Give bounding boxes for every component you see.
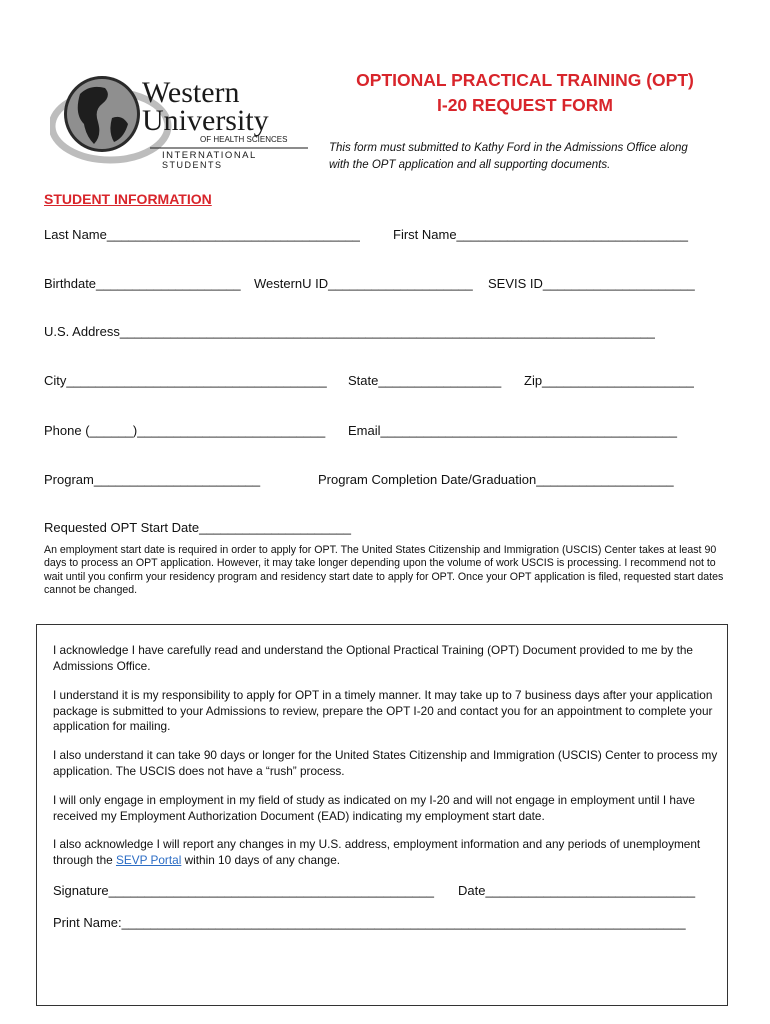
last-name-field[interactable]: Last Name___________________________________	[44, 227, 360, 242]
email-field[interactable]: Email_________________________________________	[348, 423, 677, 438]
paragraph-5-text-before: I also acknowledge I will report any changes in my U.S. address, employment information and any periods of unemployment through the	[53, 837, 701, 867]
westernu-id-field[interactable]: WesternU ID____________________	[254, 276, 473, 291]
logo-text-health-sciences: OF HEALTH SCIENCES	[200, 135, 288, 144]
us-address-field[interactable]: U.S. Address__________________________________________________________________________	[44, 324, 655, 339]
logo-text-university: University	[142, 104, 269, 137]
intro-text-line1: This form must submitted to Kathy Ford in the Admissions Office along	[329, 142, 688, 154]
acknowledgement-paragraph-2: I understand it is my responsibility to apply for OPT in a timely manner. It may take up to 7 business days after your application package is submitted to your Admissions to review, prepare the OPT I-20 and contact you for an appointment to complete your application for mailing.	[53, 688, 713, 733]
acknowledgement-paragraph-3: I also understand it can take 90 days or longer for the United States Citizenship and Immigration (USCIS) Center to process my application. The USCIS does not have a “rush” process.	[53, 748, 718, 778]
print-name-field[interactable]: Print Name:______________________________________________________________________________	[53, 915, 686, 930]
acknowledgement-paragraph-5	[53, 837, 721, 868]
program-completion-date-field[interactable]: Program Completion Date/Graduation___________________	[318, 472, 674, 487]
acknowledgement-box	[36, 624, 728, 1006]
intro-text-line2: with the OPT application and all supporting documents.	[329, 159, 611, 171]
logo-text-students: STUDENTS	[162, 160, 223, 170]
logo-text-international: INTERNATIONAL	[162, 150, 257, 161]
city-field[interactable]: City____________________________________	[44, 373, 327, 388]
sevis-id-field[interactable]: SEVIS ID_____________________	[488, 276, 695, 291]
birthdate-field[interactable]: Birthdate____________________	[44, 276, 241, 291]
acknowledgement-paragraph-4: I will only engage in employment in my field of study as indicated on my I-20 and will not engage in employment until I have received my Employment Authorization Document (EAD) indicating my employment start date.	[53, 793, 695, 823]
state-field[interactable]: State_________________	[348, 373, 502, 388]
paragraph-5-text-after: within 10 days of any change.	[181, 852, 341, 867]
acknowledgement-paragraph-1: I acknowledge I have carefully read and understand the Optional Practical Training (OPT) Document provided to me by the Admissions Office.	[53, 643, 693, 673]
zip-field[interactable]: Zip_____________________	[524, 373, 694, 388]
employment-start-date-note: An employment start date is required in order to apply for OPT. The United States Citizenship and Immigration (USCIS) Center takes at least 90 days to process an OPT application. However, it may take longer depending upon the volume of work USCIS is processing. I recommend not to wait until you confirm your residency program and residency start date to apply for OPT. Once your OPT application is filed, requested start dates cannot be changed.	[44, 544, 724, 597]
signature-field[interactable]: Signature_____________________________________________	[53, 883, 434, 898]
first-name-field[interactable]: First Name________________________________	[393, 227, 688, 242]
program-field[interactable]: Program_______________________	[44, 472, 261, 487]
university-logo	[50, 66, 312, 170]
sevp-portal-link[interactable]: SEVP Portal	[115, 852, 182, 867]
form-title-line1: OPTIONAL PRACTICAL TRAINING (OPT)	[356, 70, 694, 90]
form-title-line2: I-20 REQUEST FORM	[437, 95, 613, 115]
section-heading-student-information: STUDENT INFORMATION	[44, 191, 212, 207]
requested-opt-start-date-field[interactable]: Requested OPT Start Date_____________________	[44, 520, 351, 535]
date-field[interactable]: Date_____________________________	[458, 883, 696, 898]
logo-text-western: Western	[142, 76, 240, 109]
phone-field[interactable]: Phone (______)__________________________	[44, 423, 326, 438]
